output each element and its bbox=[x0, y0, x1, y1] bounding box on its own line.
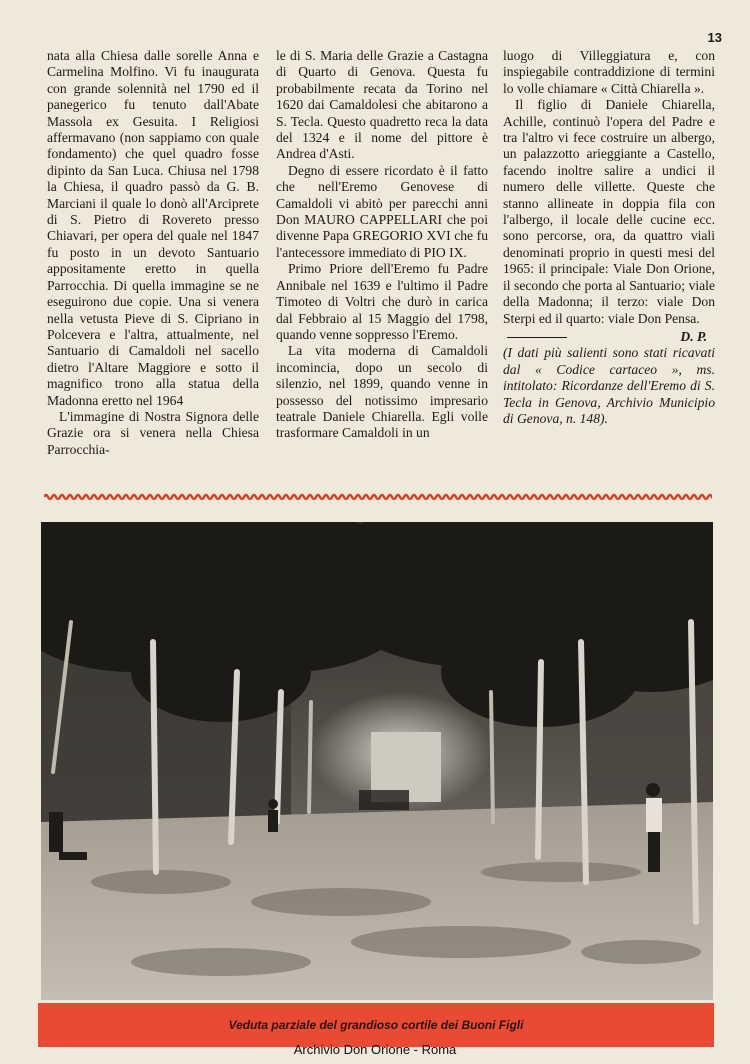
paragraph: Degno di essere ricordato è il fatto che nell'Eremo Genovese di Camaldoli vi abitò per parecchi anni Don MAURO CAPPELLARI che poi divenne Papa GREGORIO XVI che fu l'antecessore immediato di PIO IX. bbox=[276, 162, 488, 260]
paragraph: L'immagine di Nostra Signora delle Grazie ora si venera nella Chiesa Parrocchia- bbox=[47, 408, 259, 457]
tree-lined-avenue-illustration bbox=[41, 522, 713, 1000]
decorative-wave-divider bbox=[44, 492, 712, 502]
text-column-2 bbox=[276, 48, 488, 442]
paragraph: Primo Priore dell'Eremo fu Padre Annibale nel 1639 e l'ultimo il Padre Timoteo di Voltri che durò in carica dal Febbraio al 15 Maggio del 1798, quando venne soppresso l'Eremo. bbox=[276, 261, 488, 342]
courtyard-photo bbox=[41, 522, 713, 1000]
photo-caption: Veduta parziale del grandioso cortile dei Buoni Figli bbox=[228, 1018, 524, 1032]
paragraph: le di S. Maria delle Grazie a Castagna di Quarto di Genova. Questa fu probabilmente recata da Torino nel 1620 dai Camaldolesi che abitarono a S. Tecla. Questo quadretto reca la data del 1324 e il nome del pittore è Andrea d'Asti. bbox=[276, 48, 488, 162]
paragraph: La vita moderna di Camaldoli incomincia, dopo un secolo di silenzio, nel 1899, quando venne in possesso del notissimo impresario teatrale Daniele Chiarella. Egli volle trasformare Camaldoli in un bbox=[276, 343, 488, 441]
paragraph: luogo di Villeggiatura e, con inspiegabile contraddizione di termini lo volle chiamare « Città Chiarella ». bbox=[503, 48, 715, 96]
source-note: (I dati più salienti sono stati ricavati dal « Codice cartaceo », ms. intitolato: Ricordanze dell'Eremo di S. Tecla in Genova, Archivio Municipio di Genova, n. 148). bbox=[503, 345, 715, 426]
signature-rule bbox=[507, 337, 567, 338]
author-signature: D. P. bbox=[680, 328, 707, 344]
paragraph: nata alla Chiesa dalle sorelle Anna e Carmelina Molfino. Vi fu inaugurata con grande solennità nel 1790 ed il panegerico fu tenuto dall'Abate Massola ex Gesuita. I Religiosi affermavano (non sappiamo con quale fondamento) che quel quadro fosse dipinto da San Luca. Chiusa nel 1798 la Chiesa, il quadro passò da G. B. Marciani il quale lo donò all'Arciprete di S. Pietro di Rovereto presso Chiavari, per opera del quale nel 1847 fu posto in un devoto Santuario appositamente eretto in quella Parrocchia. Di quella immagine se ne eseguirono due copie. Una si venera nella vetusta Pieve di S. Cipriano in Polcevera e l'altra, attualmente, nel Santuario di Camaldoli nel sacello dietro l'Altare Maggiore e sotto il magnifico trono alla statua della Madonna eretto nel 1964 bbox=[47, 48, 259, 408]
text-column-1 bbox=[47, 48, 259, 458]
photo-caption-bar bbox=[38, 1003, 714, 1047]
paragraph: Il figlio di Daniele Chiarella, Achille, continuò l'opera del Padre e tra l'altro vi fece costruire un albergo, un palazzotto arieggiante a Castello, facendo inoltre salire a undici il numero delle villette. Queste che stanno allineate in doppia fila con l'albergo, il locale delle cucine ecc. sono percorse, ora, da quattro viali denominati proprio in questi mesi del 1965: il principale: Viale Don Orione, il secondo che porta al Santuario; viale della Madonna; il terzo: viale Don Sterpi ed il quarto: viale Don Pensa. bbox=[503, 97, 715, 326]
text-column-3 bbox=[503, 48, 715, 427]
signature-row bbox=[503, 329, 715, 345]
archive-label: Archivio Don Orione - Roma bbox=[293, 1042, 457, 1057]
page-number: 13 bbox=[707, 30, 722, 45]
